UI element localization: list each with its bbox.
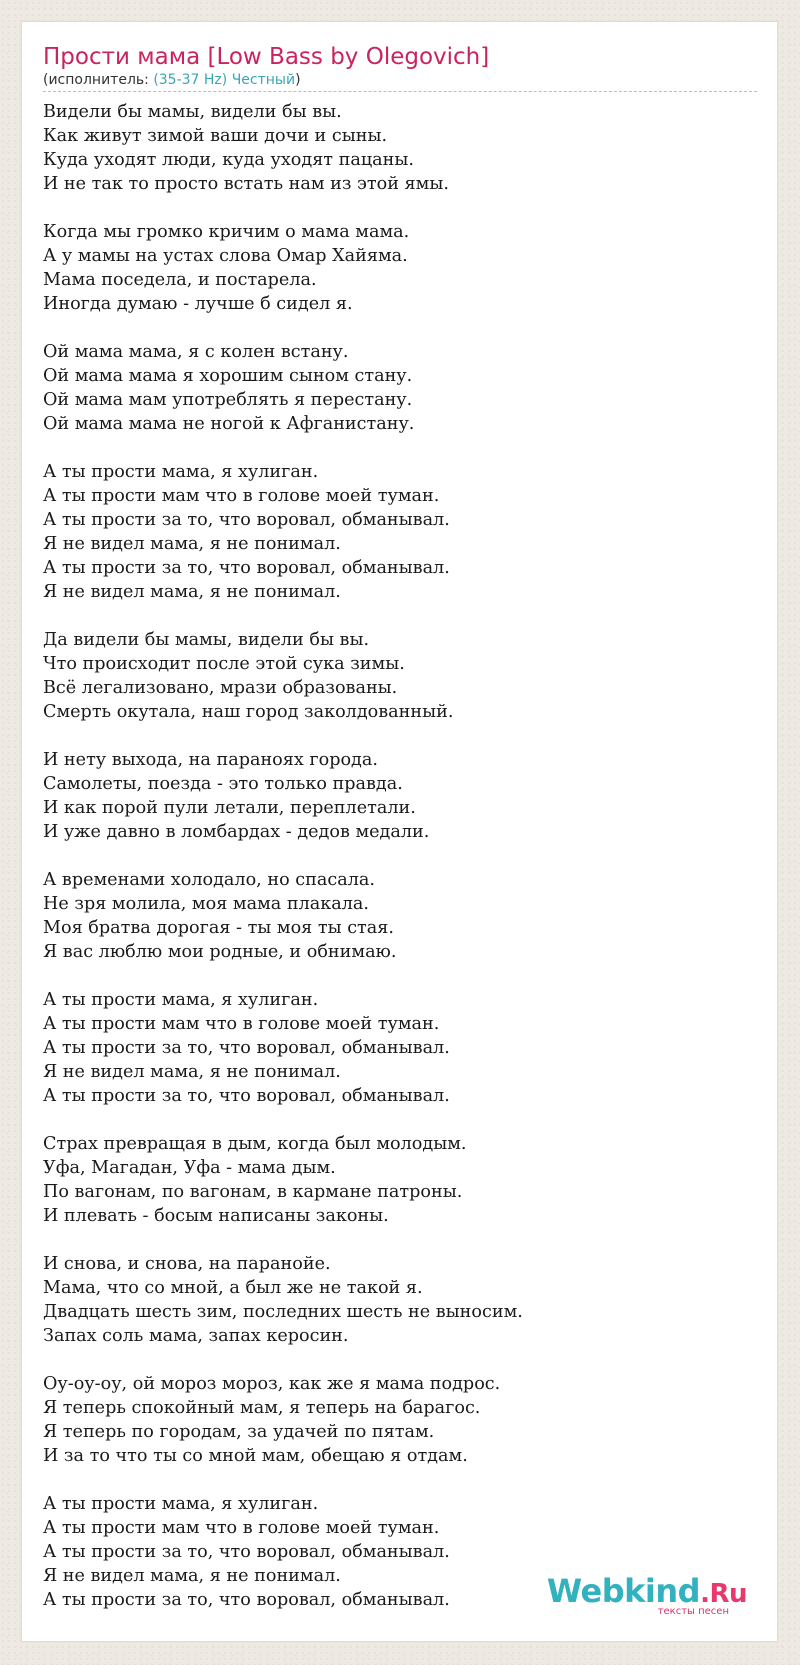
lyrics-stanza (43, 1372, 757, 1468)
lyrics-stanza (43, 1132, 757, 1228)
lyrics-stanza (43, 748, 757, 844)
lyric-line: И уже давно в ломбардах - дедов медали. (43, 822, 430, 842)
lyric-line: Всё легализовано, мрази образованы. (43, 678, 398, 698)
lyrics-stanza (43, 1252, 757, 1348)
lyric-line: Что происходит после этой сука зимы. (43, 654, 405, 674)
lyric-line: Ой мама мама не ногой к Афганистану. (43, 414, 415, 434)
lyric-line: И нету выхода, на параноях города. (43, 750, 378, 770)
lyric-line: Моя братва дорогая - ты моя ты стая. (43, 918, 394, 938)
lyric-line: Я не видел мама, я не понимал. (43, 1566, 341, 1586)
artist-line (43, 71, 301, 89)
song-title: Прости мама [Low Bass by Olegovich] (43, 44, 490, 70)
lyric-line: Уфа, Магадан, Уфа - мама дым. (43, 1158, 336, 1178)
lyric-line: Двадцать шесть зим, последних шесть не выносим. (43, 1302, 523, 1322)
lyric-line: И за то что ты со мной мам, обещаю я отдам. (43, 1446, 468, 1466)
lyric-line: Я не видел мама, я не понимал. (43, 534, 341, 554)
lyric-line: Я вас люблю мои родные, и обнимаю. (43, 942, 397, 962)
lyric-line: И не так то просто встать нам из этой ямы. (43, 174, 449, 194)
lyric-line: А ты прости мама, я хулиган. (43, 1494, 319, 1514)
lyrics-stanza (43, 460, 757, 604)
webkind-logo (546, 1572, 747, 1619)
lyric-line: Не зря молила, моя мама плакала. (43, 894, 369, 914)
lyrics-stanza (43, 868, 757, 964)
lyric-line: А ты прости мам что в голове моей туман. (43, 486, 440, 506)
artist-suffix: ) (295, 72, 301, 88)
lyric-line: Ой мама мам употреблять я перестану. (43, 390, 413, 410)
lyric-line: А ты прости мама, я хулиган. (43, 990, 319, 1010)
logo-word: Webkind (546, 1572, 701, 1610)
lyric-line: Я теперь спокойный мам, я теперь на барагос. (43, 1398, 481, 1418)
lyric-line: Я не видел мама, я не понимал. (43, 582, 341, 602)
logo-subtitle: тексты песен (657, 1606, 729, 1617)
lyrics-body (43, 100, 757, 1636)
lyric-line: А ты прости за то, что воровал, обманывал. (43, 1086, 450, 1106)
lyric-line: И плевать - босым написаны законы. (43, 1206, 389, 1226)
lyric-line: А ты прости за то, что воровал, обманывал. (43, 1542, 450, 1562)
lyrics-stanza (43, 100, 757, 196)
artist-link[interactable]: (35-37 Hz) Честный (153, 72, 296, 88)
lyric-line: Мама, что со мной, а был же не такой я. (43, 1278, 423, 1298)
logo-tld: .Ru (700, 1579, 747, 1609)
header-divider (43, 91, 757, 92)
lyrics-stanza (43, 220, 757, 316)
lyric-line: А ты прости за то, что воровал, обманывал. (43, 1590, 450, 1610)
lyric-line: Да видели бы мамы, видели бы вы. (43, 630, 370, 650)
lyric-line: Куда уходят люди, куда уходят пацаны. (43, 150, 414, 170)
lyric-line: Мама поседела, и постарела. (43, 270, 317, 290)
lyrics-stanza (43, 988, 757, 1108)
lyric-line: А ты прости за то, что воровал, обманывал. (43, 1038, 450, 1058)
lyric-line: Ой мама мама я хорошим сыном стану. (43, 366, 413, 386)
lyric-line: А ты прости за то, что воровал, обманывал. (43, 558, 450, 578)
lyric-line: Видели бы мамы, видели бы вы. (43, 102, 342, 122)
lyric-line: По вагонам, по вагонам, в кармане патроны. (43, 1182, 463, 1202)
lyric-line: Оу-оу-оу, ой мороз мороз, как же я мама подрос. (43, 1374, 501, 1394)
lyrics-stanza (43, 628, 757, 724)
lyrics-card (21, 21, 778, 1642)
lyric-line: А ты прости мама, я хулиган. (43, 462, 319, 482)
lyric-line: Запах соль мама, запах керосин. (43, 1326, 349, 1346)
lyric-line: А ты прости мам что в голове моей туман. (43, 1014, 440, 1034)
lyric-line: Я не видел мама, я не понимал. (43, 1062, 341, 1082)
lyrics-stanza (43, 340, 757, 436)
lyric-line: Смерть окутала, наш город заколдованный. (43, 702, 454, 722)
lyric-line: Иногда думаю - лучше б сидел я. (43, 294, 353, 314)
lyric-line: А временами холодало, но спасала. (43, 870, 375, 890)
lyric-line: И как порой пули летали, переплетали. (43, 798, 416, 818)
lyric-line: Когда мы громко кричим о мама мама. (43, 222, 410, 242)
lyric-line: А ты прости мам что в голове моей туман. (43, 1518, 440, 1538)
lyric-line: А ты прости за то, что воровал, обманывал. (43, 510, 450, 530)
lyric-line: Как живут зимой ваши дочи и сыны. (43, 126, 388, 146)
lyric-line: Ой мама мама, я с колен встану. (43, 342, 349, 362)
lyric-line: Страх превращая в дым, когда был молодым. (43, 1134, 467, 1154)
artist-prefix: (исполнитель: (43, 72, 154, 88)
lyric-line: Я теперь по городам, за удачей по пятам. (43, 1422, 435, 1442)
lyric-line: А у мамы на устах слова Омар Хайяма. (43, 246, 408, 266)
lyric-line: И снова, и снова, на паранойе. (43, 1254, 331, 1274)
lyric-line: Самолеты, поезда - это только правда. (43, 774, 403, 794)
